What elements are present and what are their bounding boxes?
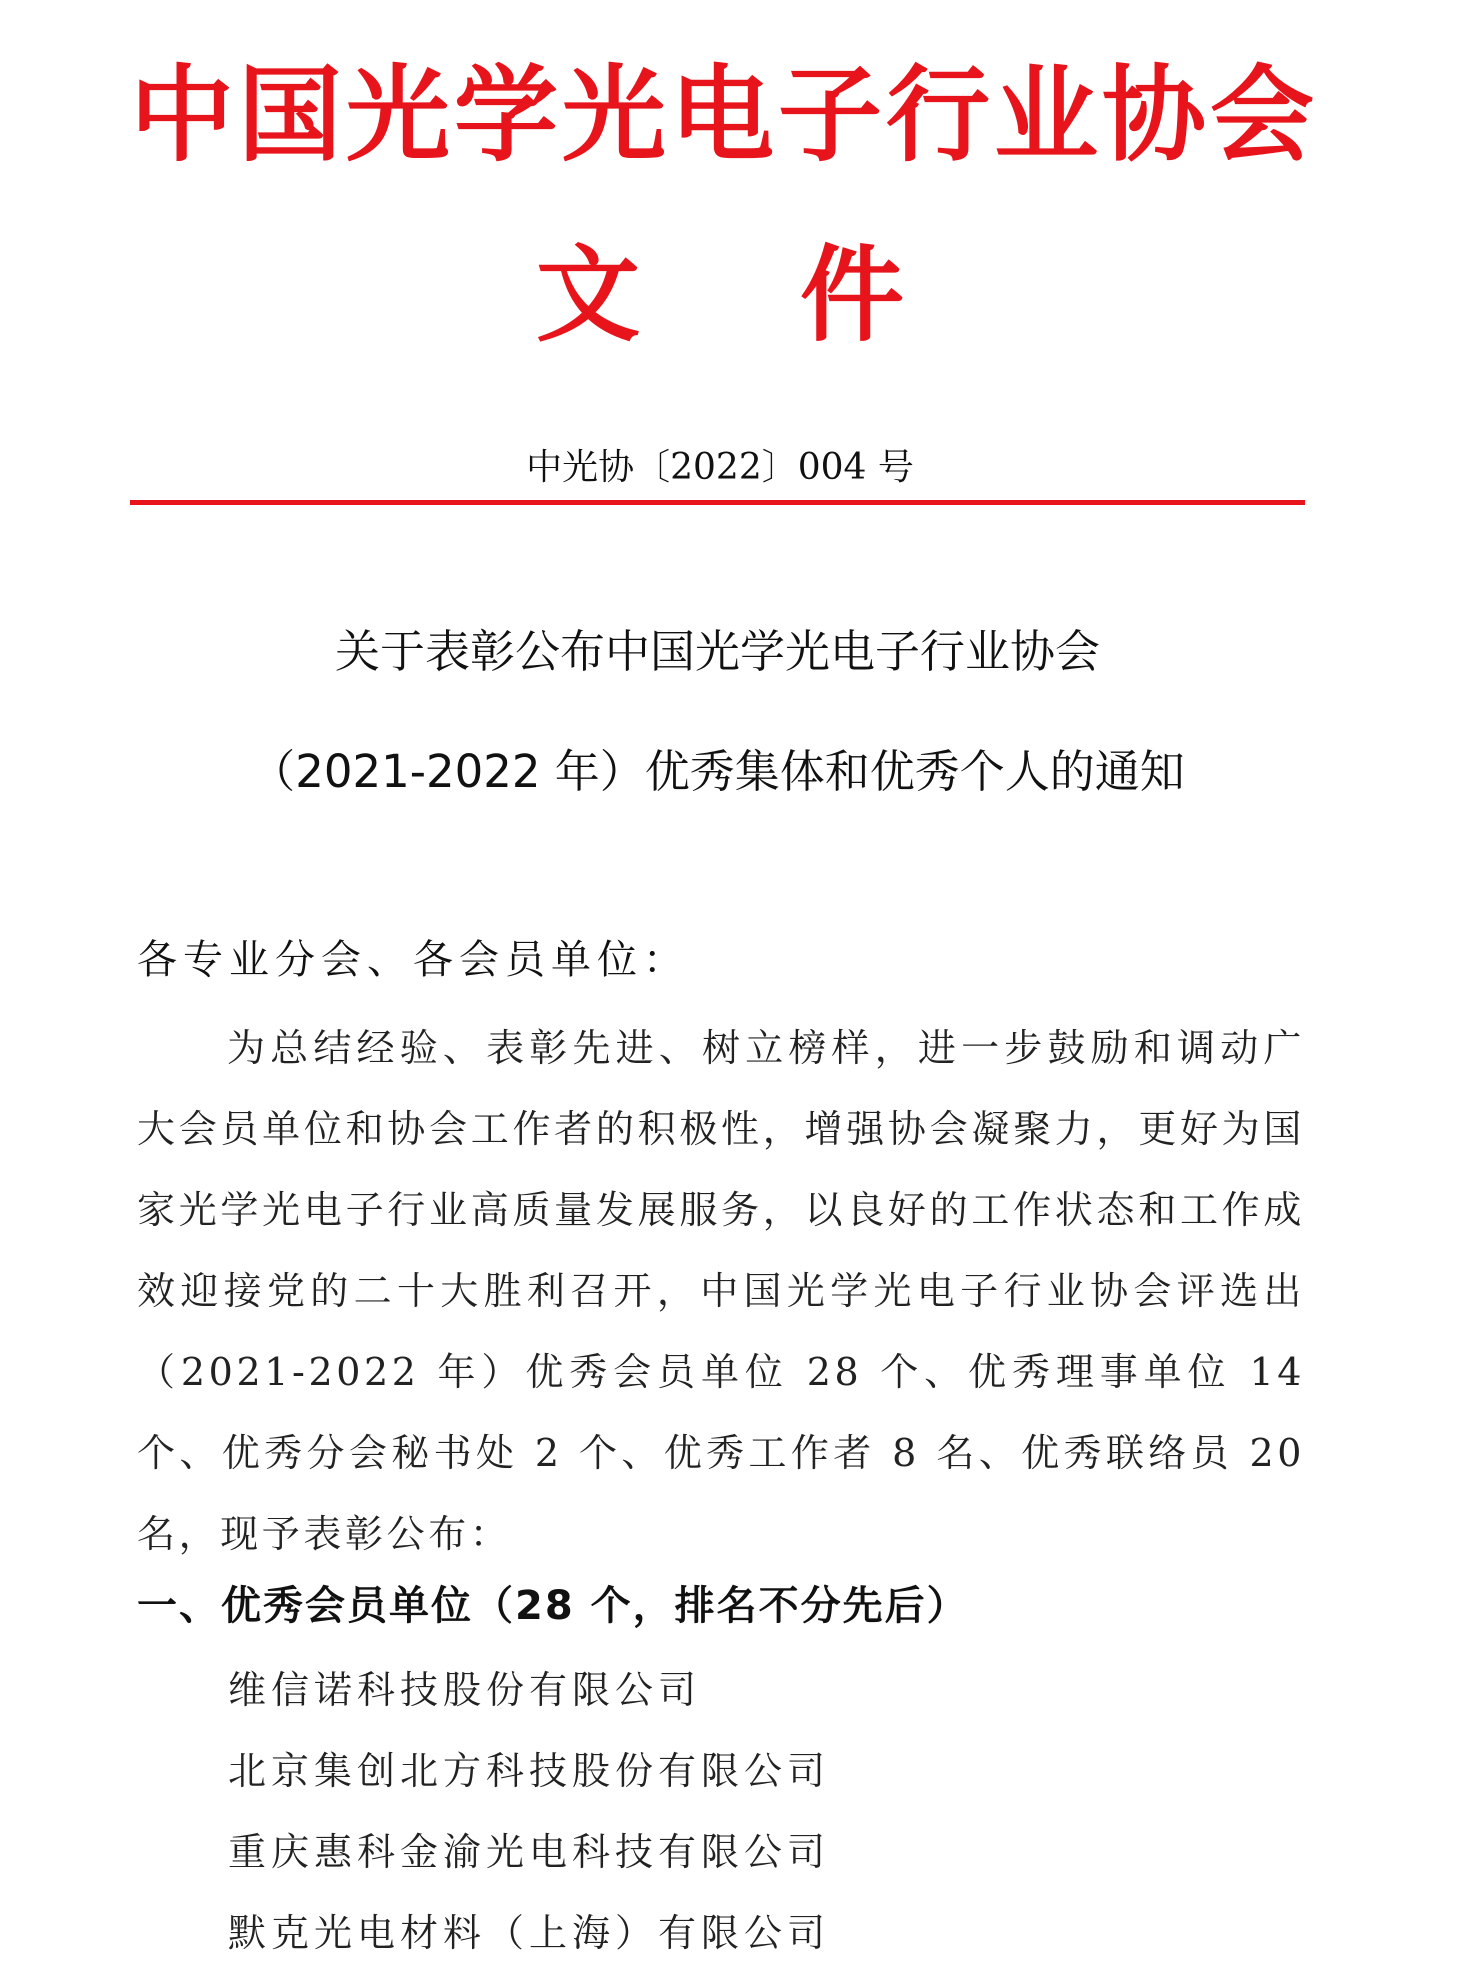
list-item: 维信诺科技股份有限公司 xyxy=(228,1668,702,1712)
document-type-char-2: 件 xyxy=(800,234,905,356)
document-type-title xyxy=(130,220,1310,370)
red-header-divider xyxy=(130,500,1305,505)
company-list xyxy=(228,1650,830,1974)
notice-title-line-1: 关于表彰公布中国光学光电子行业协会 xyxy=(334,625,1100,678)
notice-title-line-2: （2021-2022 年）优秀集体和优秀个人的通知 xyxy=(250,745,1185,798)
document-number: 中光协〔2022〕004 号 xyxy=(526,447,914,488)
salutation: 各专业分会、各会员单位： xyxy=(137,937,689,983)
list-item: 北京集创北方科技股份有限公司 xyxy=(228,1749,831,1793)
body-paragraph: 为总结经验、表彰先进、树立榜样，进一步鼓励和调动广大会员单位和协会工作者的积极性，增强协会凝聚力，更好为国家光学光电子行业高质量发展服务，以良好的工作状态和工作成效迎接党的二十大胜利召开，中国光学光电子行业协会评选出（2021-2022 年）优秀会员单位 28 个、优秀理事单位 14 个、优秀分会秘书处 2 个、优秀工作者 8 名、优秀联络员 20 名，现予表彰公布： xyxy=(137,1026,1305,1556)
organization-title: 中国光学光电子行业协会 xyxy=(130,54,1319,176)
list-item: 重庆惠科金渝光电科技有限公司 xyxy=(228,1830,831,1874)
document-type-char-1: 文 xyxy=(535,234,640,356)
list-item: 默克光电材料（上海）有限公司 xyxy=(228,1911,831,1955)
section-heading-excellent-members: 一、优秀会员单位（28 个，排名不分先后） xyxy=(137,1583,969,1629)
